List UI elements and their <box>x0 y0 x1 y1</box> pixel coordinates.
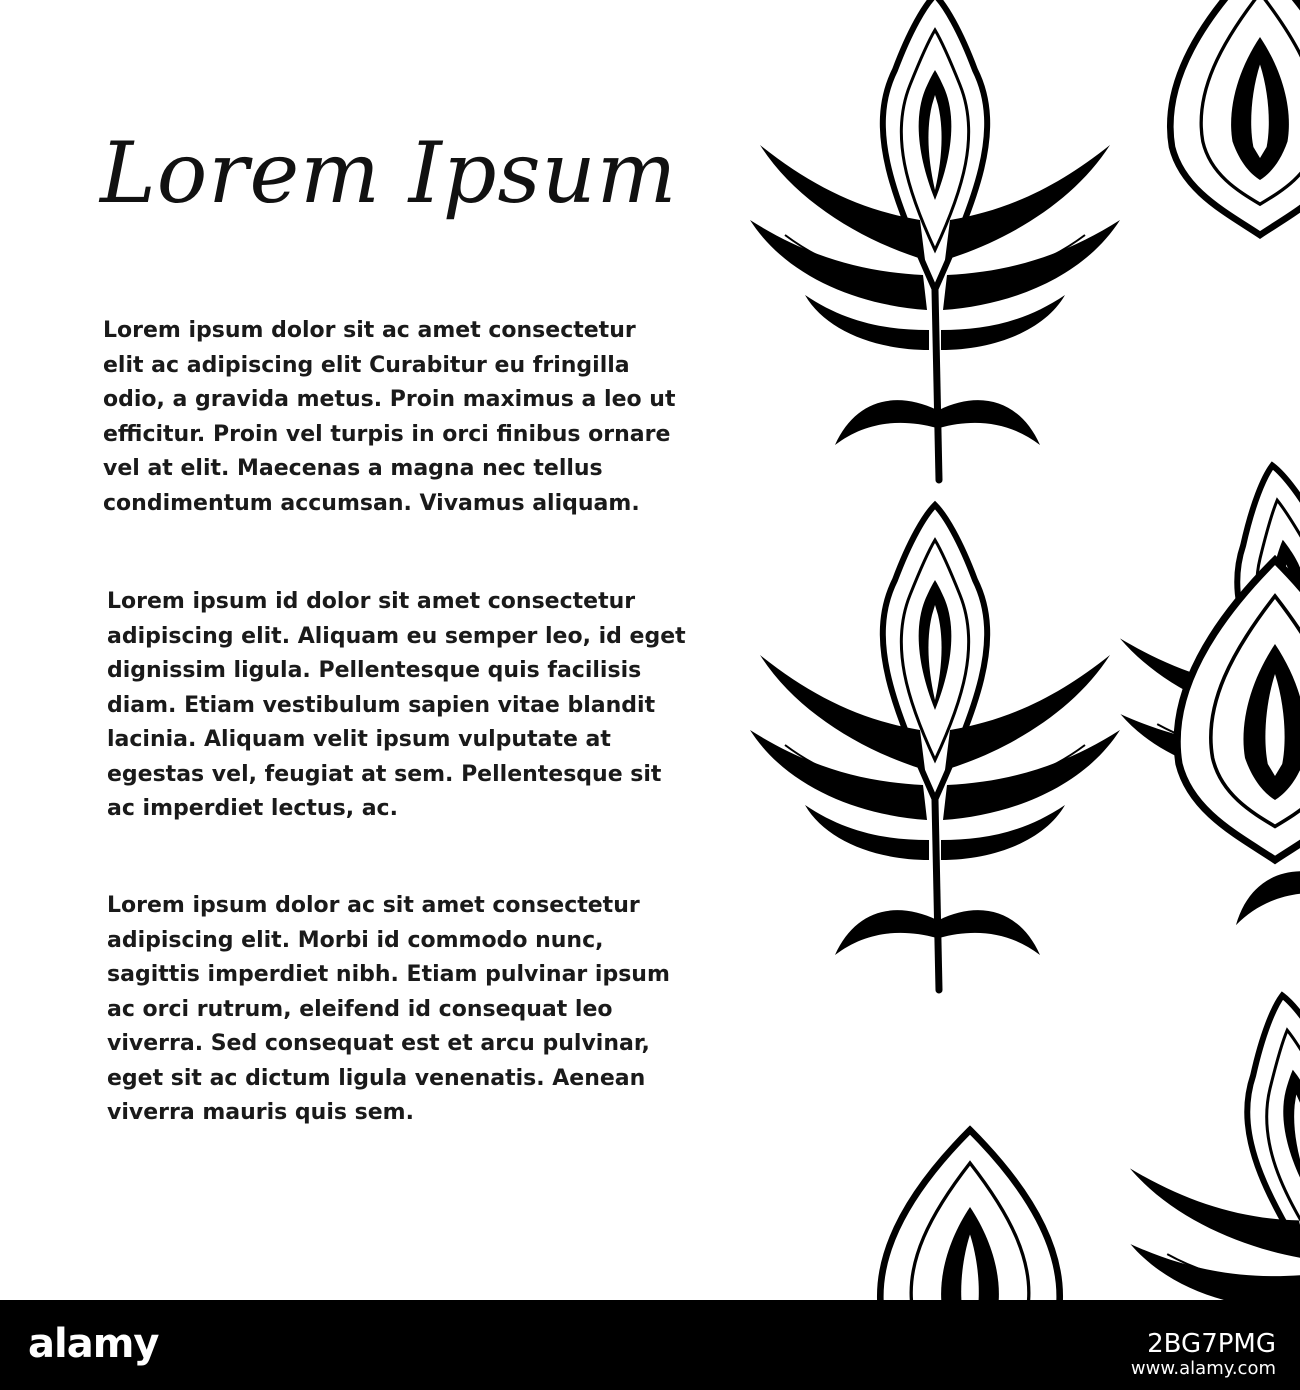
title-script: Lorem Ipsum <box>100 124 678 222</box>
brand-logo: alamy <box>28 1321 159 1367</box>
paragraph-2: Lorem ipsum id dolor sit amet consectetur adipiscing elit. Aliquam eu semper leo, id eget dignissim ligula. Pellentesque quis facilisis diam. Etiam vestibulum sapien vitae blandit lacinia. Aliquam velit ipsum vulputate at egestas vel, feugiat at sem. Pellentesque sit ac imperdiet lectus, ac. <box>107 589 686 821</box>
watermark-footer <box>0 1300 1300 1390</box>
paragraph-1: Lorem ipsum dolor sit ac amet consectetur elit ac adipiscing elit Curabitur eu fringilla odio, a gravida metus. Proin maximus a leo ut efficitur. Proin vel turpis in orci finibus ornare vel at elit. Maecenas a magna nec tellus condimentum accumsan. Vivamus aliquam. <box>103 318 676 516</box>
source-url: www.alamy.com <box>1130 1358 1276 1379</box>
stock-image-id: 2BG7PMG <box>1147 1329 1276 1359</box>
feather-ornament-column <box>700 0 1300 1300</box>
paragraph-3: Lorem ipsum dolor ac sit amet consectetur adipiscing elit. Morbi id commodo nunc, sagittis imperdiet nibh. Etiam pulvinar ipsum ac orci rutrum, eleifend id consequat leo viverra. Sed consequat est et arcu pulvinar, eget sit ac dictum ligula venenatis. Aenean viverra mauris quis sem. <box>107 893 670 1125</box>
